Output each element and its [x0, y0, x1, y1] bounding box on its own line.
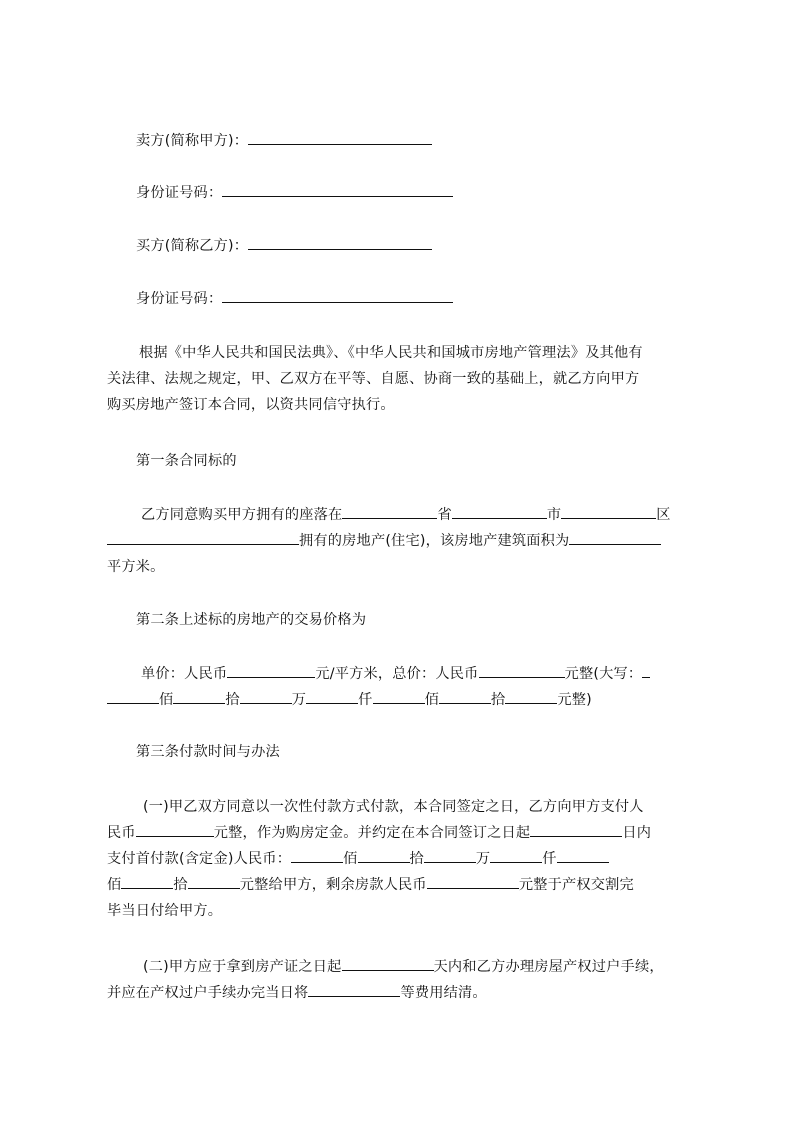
article3-line: 毕当日付给甲方。	[107, 903, 223, 919]
seller-id-line	[136, 183, 453, 203]
buyer-id-line	[136, 289, 453, 309]
amount-blank[interactable]	[173, 690, 225, 704]
article3-text: 元整给甲方，剩余房款人民币	[239, 877, 427, 893]
total-price-blank[interactable]	[479, 664, 565, 678]
article2-paragraph	[107, 661, 699, 713]
article3-line	[107, 980, 699, 1006]
seller-id-blank[interactable]	[222, 183, 453, 197]
article3-text: 等费用结清。	[400, 985, 487, 1001]
amount-blank[interactable]	[306, 690, 358, 704]
unit-yuan-end: 元整)	[557, 692, 592, 708]
article3-text: 并应在产权过户手续办完当日将	[107, 985, 309, 1001]
article3-text: 民币	[107, 825, 136, 841]
article3-paragraph-1	[107, 794, 699, 924]
unit-wan: 万	[291, 692, 307, 708]
article3-text: 支付首付款(含定金)人民币：	[107, 851, 292, 867]
preamble-line: 关法律、法规之规定，甲、乙双方在平等、自愿、协商一致的基础上，就乙方向甲方	[107, 371, 640, 387]
article3-text: (二)甲方应于拿到房产证之日起	[143, 959, 342, 975]
capital-label: 元整(大写：	[564, 666, 643, 682]
buyer-id-label: 身份证号码：	[136, 291, 223, 307]
unit-bai: 佰	[424, 692, 439, 708]
amount-blank[interactable]	[557, 849, 609, 863]
province-blank[interactable]	[342, 505, 437, 519]
article2-line	[107, 661, 699, 687]
preamble-line: 购买房地产签订本合同，以资共同信守执行。	[107, 397, 395, 413]
province-label: 省	[437, 507, 452, 523]
district-blank[interactable]	[561, 505, 656, 519]
amount-blank[interactable]	[240, 690, 292, 704]
article3-line	[107, 872, 699, 898]
article1-title: 第一条合同标的	[136, 453, 237, 469]
area-blank[interactable]	[569, 531, 661, 545]
unit-shi: 拾	[490, 692, 506, 708]
article3-text: 日内	[622, 825, 652, 841]
article3-title: 第三条付款时间与办法	[136, 744, 280, 760]
amount-blank[interactable]	[358, 849, 410, 863]
article1-paragraph	[107, 502, 699, 580]
article3-text: 天内和乙方办理房屋产权过户手续，	[433, 959, 664, 975]
amount-blank[interactable]	[107, 690, 159, 704]
seller-label: 卖方(简称甲方)：	[136, 133, 249, 149]
article2-line	[107, 687, 699, 713]
seller-line	[136, 131, 432, 151]
article1-line	[107, 502, 699, 528]
deposit-blank[interactable]	[136, 823, 214, 837]
unit-qian: 仟	[542, 851, 557, 867]
unit-bai: 佰	[107, 877, 122, 893]
amount-blank[interactable]	[188, 875, 240, 889]
amount-blank[interactable]	[505, 690, 557, 704]
buyer-blank[interactable]	[248, 236, 432, 250]
days-blank[interactable]	[530, 823, 622, 837]
unit-price-blank[interactable]	[227, 664, 315, 678]
remaining-blank[interactable]	[427, 875, 519, 889]
article1-text: 乙方同意购买甲方拥有的座落在	[141, 507, 343, 523]
unit-price-label: 单价：人民币	[141, 666, 228, 682]
amount-blank[interactable]	[291, 849, 343, 863]
article3-line: (一)甲乙双方同意以一次性付款方式付款，本合同签定之日，乙方向甲方支付人	[143, 799, 644, 815]
unit-bai: 佰	[159, 692, 174, 708]
unit-bai: 佰	[343, 851, 358, 867]
article1-line	[107, 528, 699, 554]
preamble-paragraph	[107, 340, 699, 418]
district-label: 区	[656, 507, 671, 523]
seller-id-label: 身份证号码：	[136, 185, 223, 201]
amount-blank[interactable]	[121, 875, 173, 889]
article3-paragraph-2	[107, 954, 699, 1006]
preamble-line: 根据《中华人民共和国民法典》、《中华人民共和国城市房地产管理法》及其他有	[139, 345, 643, 361]
amount-blank[interactable]	[373, 690, 425, 704]
unit-shi: 拾	[409, 851, 424, 867]
article3-text: 元整于产权交割完	[518, 877, 634, 893]
unit-shi: 拾	[225, 692, 240, 708]
article3-text: 元整，作为购房定金。并约定在本合同签订之日起	[213, 825, 531, 841]
buyer-id-blank[interactable]	[222, 289, 453, 303]
article3-line	[107, 820, 699, 846]
buyer-label: 买方(简称乙方)：	[136, 238, 249, 254]
article1-line: 平方米。	[107, 559, 165, 575]
unit-qian: 仟	[358, 692, 373, 708]
fees-blank[interactable]	[308, 983, 400, 997]
buyer-line	[136, 236, 432, 256]
transfer-days-blank[interactable]	[342, 957, 434, 971]
article3-line	[107, 954, 699, 980]
amount-blank[interactable]	[490, 849, 542, 863]
address-blank[interactable]	[107, 531, 299, 545]
seller-blank[interactable]	[248, 131, 432, 145]
article1-text: 拥有的房地产(住宅)，该房地产建筑面积为	[299, 533, 570, 549]
unit-wan: 万	[475, 851, 491, 867]
capital-blank[interactable]	[642, 664, 650, 678]
amount-blank[interactable]	[439, 690, 491, 704]
total-price-label: 元/平方米，总价：人民币	[315, 666, 479, 682]
article2-title: 第二条上述标的房地产的交易价格为	[136, 612, 367, 628]
amount-blank[interactable]	[424, 849, 476, 863]
city-blank[interactable]	[452, 505, 547, 519]
city-label: 市	[546, 507, 562, 523]
unit-shi: 拾	[173, 877, 188, 893]
article3-line	[107, 846, 699, 872]
